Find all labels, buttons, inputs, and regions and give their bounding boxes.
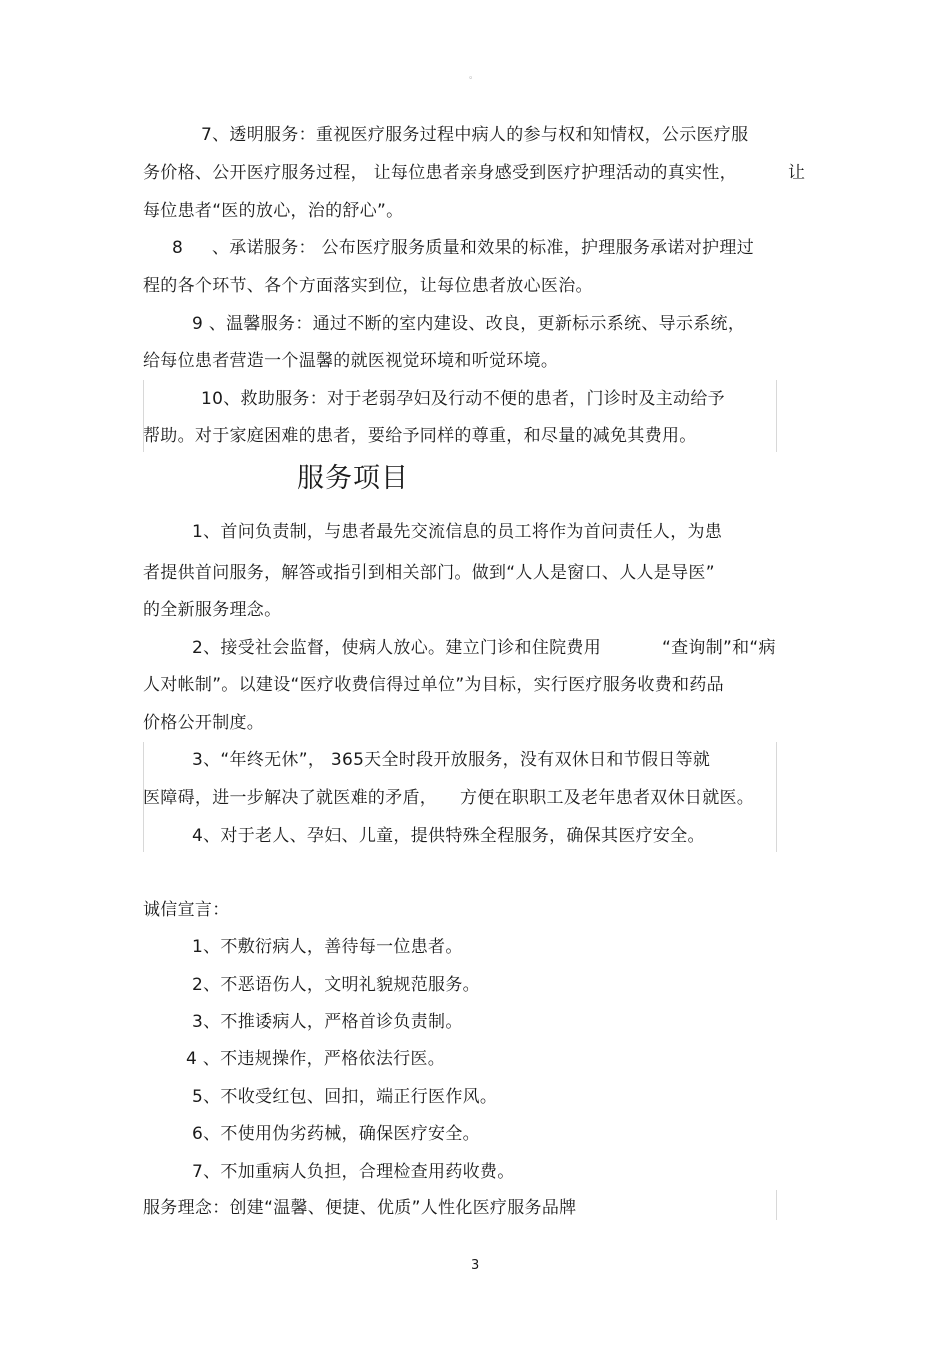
text-line: 10、救助服务：对于老弱孕妇及行动不便的患者，门诊时及主动给予 [201, 389, 725, 409]
text-line: 7、透明服务：重视医疗服务过程中病人的参与权和知情权，公示医疗服 [201, 125, 749, 145]
text-line: 每位患者“医的放心，治的舒心”。 [143, 201, 404, 221]
text-line: 者提供首问服务，解答或指引到相关部门。做到“人人是窗口、人人是导医” [143, 563, 715, 583]
header-mark: 。 [469, 71, 479, 81]
list-item: 7、不加重病人负担，合理检查用药收费。 [192, 1162, 515, 1182]
page-number: 3 [471, 1258, 480, 1273]
text-line: 2、接受社会监督，使病人放心。建立门诊和住院费用 [192, 638, 602, 658]
text-line: 人对帐制”。以建设“医疗收费信得过单位”为目标，实行医疗服务收费和药品 [143, 675, 724, 695]
text-line: 3、“年终无休”， 365天全时段开放服务，没有双休日和节假日等就 [192, 750, 711, 770]
text-line: 医障碍，进一步解决了就医难的矛盾， [143, 788, 438, 808]
list-item: 3、不推诿病人，严格首诊负责制。 [192, 1012, 463, 1032]
text-line: 帮助。对于家庭困难的患者，要给予同样的尊重，和尽量的减免其费用。 [143, 426, 697, 446]
list-item: 1、不敷衍病人，善待每一位患者。 [192, 937, 463, 957]
text-line: 8 [172, 238, 184, 258]
list-item: 2、不恶语伤人，文明礼貌规范服务。 [192, 975, 480, 995]
scan-rule-right-1 [776, 380, 777, 452]
text-line: 给每位患者营造一个温馨的就医视觉环境和听觉环境。 [143, 351, 559, 371]
list-item: 6、不使用伪劣药械，确保医疗安全。 [192, 1124, 480, 1144]
text-line: 1、首问负责制，与患者最先交流信息的员工将作为首问责任人，为患 [192, 522, 723, 542]
text-line: 让 [788, 163, 806, 183]
text-line: 务价格、公开医疗服务过程， 让每位患者亲身感受到医疗护理活动的真实性， [143, 163, 737, 183]
text-line: 程的各个环节、各个方面落实到位，让每位患者放心医治。 [143, 276, 593, 296]
text-line: 的全新服务理念。 [143, 600, 282, 620]
text-line: 9 、温馨服务：通过不断的室内建设、改良，更新标示系统、导示系统， [192, 314, 746, 334]
section-title: 服务项目 [297, 463, 409, 494]
text-line: 方便在职职工及老年患者双休日就医。 [460, 788, 755, 808]
integrity-heading: 诚信宣言： [143, 900, 230, 920]
scan-rule-right-2 [776, 742, 777, 852]
paragraph-special-care: 4、对于老人、孕妇、儿童，提供特殊全程服务，确保其医疗安全。 [192, 826, 705, 846]
text-line: “查询制”和“病 [662, 638, 776, 658]
text-line: 、承诺服务： 公布医疗服务质量和效果的标准，护理服务承诺对护理过 [212, 238, 755, 258]
scan-rule-right-3 [776, 1190, 777, 1220]
service-concept: 服务理念：创建“温馨、便捷、优质”人性化医疗服务品牌 [143, 1198, 577, 1218]
list-item: 5、不收受红包、回扣，端正行医作风。 [192, 1087, 498, 1107]
text-line: 价格公开制度。 [143, 713, 265, 733]
list-item: 4 、不违规操作，严格依法行医。 [186, 1049, 446, 1069]
